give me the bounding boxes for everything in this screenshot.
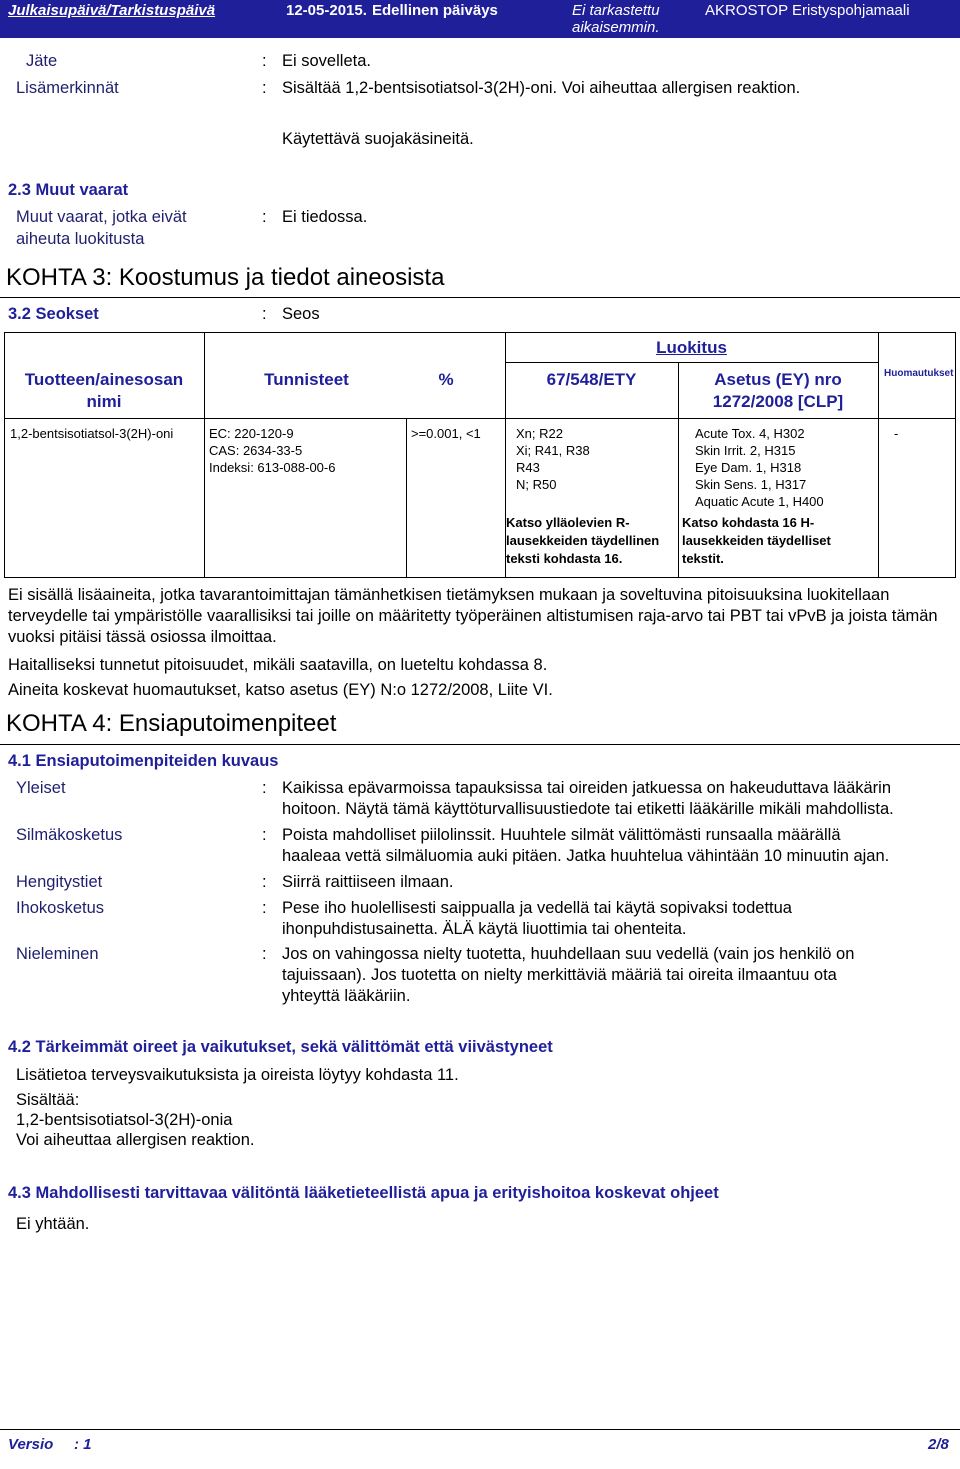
table-note-h-line: Katso kohdasta 16 H- xyxy=(682,515,815,530)
footer-divider xyxy=(0,1429,960,1430)
s43-value: Ei yhtään. xyxy=(16,1215,90,1233)
table-border-top xyxy=(4,332,956,333)
table-cell-ec: EC: 220-120-9 xyxy=(209,426,294,441)
s4-item-line: Siirrä raittiiseen ilmaan. xyxy=(282,873,454,891)
table-header-reg-1: Asetus (EY) nro xyxy=(714,370,842,389)
table-header-rule xyxy=(4,418,956,419)
colon: : xyxy=(262,79,267,97)
table-col-line xyxy=(955,332,956,578)
table-cell-notes: - xyxy=(894,426,899,441)
header-previous: Edellinen päiväys xyxy=(372,2,498,19)
section-4-2-heading: 4.2 Tärkeimmät oireet ja vaikutukset, sekä välittömät että viivästyneet xyxy=(8,1038,553,1056)
table-note-r-line: Katso ylläolevien R- xyxy=(506,515,630,530)
s4-item-label-yleiset: Yleiset xyxy=(16,779,66,797)
colon: : xyxy=(262,873,267,891)
s4-item-line: haaleaa vettä silmäluomia auki pitäen. Jatka huuhtelua vähintään 10 minuutin ajan. xyxy=(282,847,890,865)
header-checked-1: Ei tarkastettu xyxy=(572,2,660,19)
table-cell-name: 1,2-bentsisotiatsol-3(2H)-oni xyxy=(10,426,174,441)
footer-page-number: 2/8 xyxy=(928,1436,949,1453)
s4-item-line: Poista mahdolliset piilolinssit. Huuhtele silmät välittömästi runsaalla määrällä xyxy=(282,826,841,844)
table-note-h-line: lausekkeiden täydelliset xyxy=(682,533,831,548)
s42-line: Lisätietoa terveysvaikutuksista ja oireista löytyy kohdasta 11. xyxy=(16,1066,459,1084)
table-cell-index: Indeksi: 613-088-00-6 xyxy=(209,460,336,475)
s42-line: Voi aiheuttaa allergisen reaktion. xyxy=(16,1131,255,1149)
section-2-3-heading: 2.3 Muut vaarat xyxy=(8,181,129,199)
s4-item-label-nieleminen: Nieleminen xyxy=(16,945,99,963)
s4-item-line: yhteyttä lääkäriin. xyxy=(282,987,411,1005)
s42-line: Sisältää: xyxy=(16,1091,80,1109)
table-cell-clp-line: Eye Dam. 1, H318 xyxy=(695,460,802,475)
table-col-line xyxy=(204,332,205,578)
jate-value: Ei sovelleta. xyxy=(282,52,371,70)
header-date: 12-05-2015. xyxy=(286,2,367,19)
lisam-value-1: Sisältää 1,2-bentsisotiatsol-3(2H)-oni. Voi aiheuttaa allergisen reaktion. xyxy=(282,79,801,97)
s42-line: 1,2-bentsisotiatsol-3(2H)-onia xyxy=(16,1111,233,1129)
section-4-3-heading: 4.3 Mahdollisesti tarvittavaa välitöntä lääketieteellistä apua ja erityishoitoa koskevat ohjeet xyxy=(8,1184,719,1202)
header-company: AKROSTOP Eristyspohjamaali xyxy=(705,2,910,19)
colon: : xyxy=(262,826,267,844)
s4-item-line: Jos on vahingossa nielty tuotetta, huuhdellaan suu vedellä (vain jos henkilö on xyxy=(282,945,855,963)
jate-label: Jäte xyxy=(26,52,58,70)
colon: : xyxy=(262,208,267,226)
table-header-dir: 67/548/ETY xyxy=(546,370,637,389)
table-luokitus-rule xyxy=(505,362,878,363)
table-cell-cas: CAS: 2634-33-5 xyxy=(209,443,303,458)
lisam-value-2: Käytettävä suojakäsineitä. xyxy=(282,130,474,148)
footer-version-label: Versio xyxy=(8,1436,54,1453)
divider xyxy=(0,297,960,298)
table-header-reg-2: 1272/2008 [CLP] xyxy=(712,392,844,411)
table-note-r-line: teksti kohdasta 16. xyxy=(506,551,623,566)
table-col-line xyxy=(406,418,407,578)
table-cell-dir-line: Xn; R22 xyxy=(516,426,563,441)
colon: : xyxy=(262,52,267,70)
table-col-line xyxy=(878,332,879,578)
table-header-notes: Huomautukset xyxy=(884,368,954,379)
table-cell-dir-line: R43 xyxy=(516,460,540,475)
s23-label-1: Muut vaarat, jotka eivät xyxy=(16,208,187,226)
section-4-1-heading: 4.1 Ensiaputoimenpiteiden kuvaus xyxy=(8,752,279,770)
table-col-line xyxy=(4,332,5,578)
section-3-title: KOHTA 3: Koostumus ja tiedot aineosista xyxy=(6,264,445,291)
header-checked-2: aikaisemmin. xyxy=(572,19,660,36)
s4-item-label-ihokosketus: Ihokosketus xyxy=(16,899,105,917)
s4-item-label-hengitystiet: Hengitystiet xyxy=(16,873,103,891)
table-note-h-line: tekstit. xyxy=(682,551,724,566)
table-border-bottom xyxy=(4,577,956,578)
s4-item-line: hoitoon. Näytä tämä käyttöturvallisuustiedote tai etiketti lääkärille mikäli mahdollista. xyxy=(282,800,894,818)
colon: : xyxy=(262,305,267,323)
table-cell-clp-line: Skin Sens. 1, H317 xyxy=(695,477,807,492)
table-cell-dir-line: Xi; R41, R38 xyxy=(516,443,590,458)
colon: : xyxy=(262,899,267,917)
table-cell-dir-line: N; R50 xyxy=(516,477,557,492)
s3-paragraph-3: Aineita koskevat huomautukset, katso asetus (EY) N:o 1272/2008, Liite VI. xyxy=(8,681,553,699)
colon: : xyxy=(262,945,267,963)
table-cell-pct: >=0.001, <1 xyxy=(411,426,481,441)
table-luokitus-header: Luokitus xyxy=(656,338,727,357)
section-3-2-value: Seos xyxy=(282,305,320,323)
table-header-name-1: Tuotteen/ainesosan xyxy=(24,370,184,389)
table-note-r-line: lausekkeiden täydellinen xyxy=(506,533,660,548)
section-4-title: KOHTA 4: Ensiaputoimenpiteet xyxy=(6,710,337,737)
table-header-ids: Tunnisteet xyxy=(264,370,349,389)
table-cell-clp-line: Acute Tox. 4, H302 xyxy=(695,426,805,441)
s3-paragraph-1: Ei sisällä lisäaineita, jotka tavarantoimittajan tämänhetkisen tietämyksen mukaan ja soveltuvina pitoisuuksina luokitellaan terveydelle tai ympäristölle vaarallisiksi tai joille on määritetty työperäinen altistumisen raja-arvo tai PBT tai vPvB ja joista tämän vuoksi pitäisi tässä osiossa ilmoittaa. xyxy=(8,586,938,646)
colon: : xyxy=(262,779,267,797)
s4-item-line: Pese iho huolellisesti saippualla ja vedellä tai käytä sopivaksi todettua xyxy=(282,899,792,917)
s4-item-line: ihonpuhdistusainetta. ÄLÄ käytä liuottimia tai ohenteita. xyxy=(282,920,687,938)
table-header-name-2: nimi xyxy=(86,392,122,411)
s4-item-line: Kaikissa epävarmoissa tapauksissa tai oireiden jatkuessa on hakeuduttava lääkärin xyxy=(282,779,892,797)
s4-item-label-silmakosketus: Silmäkosketus xyxy=(16,826,123,844)
table-cell-clp-line: Aquatic Acute 1, H400 xyxy=(695,494,824,509)
footer-version-value: : 1 xyxy=(74,1436,92,1453)
s4-item-line: tajuissaan). Jos tuotetta on nielty merkittäviä määriä tai oireita ilmaantuu ota xyxy=(282,966,837,984)
s23-value: Ei tiedossa. xyxy=(282,208,368,226)
s23-label-2: aiheuta luokitusta xyxy=(16,230,145,248)
section-3-2-label: 3.2 Seokset xyxy=(8,305,99,323)
header-dates-label: Julkaisupäivä/Tarkistuspäivä xyxy=(8,2,216,19)
table-header-pct: % xyxy=(438,370,454,389)
lisam-label: Lisämerkinnät xyxy=(16,79,119,97)
divider xyxy=(0,744,960,745)
s3-paragraph-2: Haitalliseksi tunnetut pitoisuudet, mikäli saatavilla, on lueteltu kohdassa 8. xyxy=(8,656,548,674)
table-cell-clp-line: Skin Irrit. 2, H315 xyxy=(695,443,796,458)
